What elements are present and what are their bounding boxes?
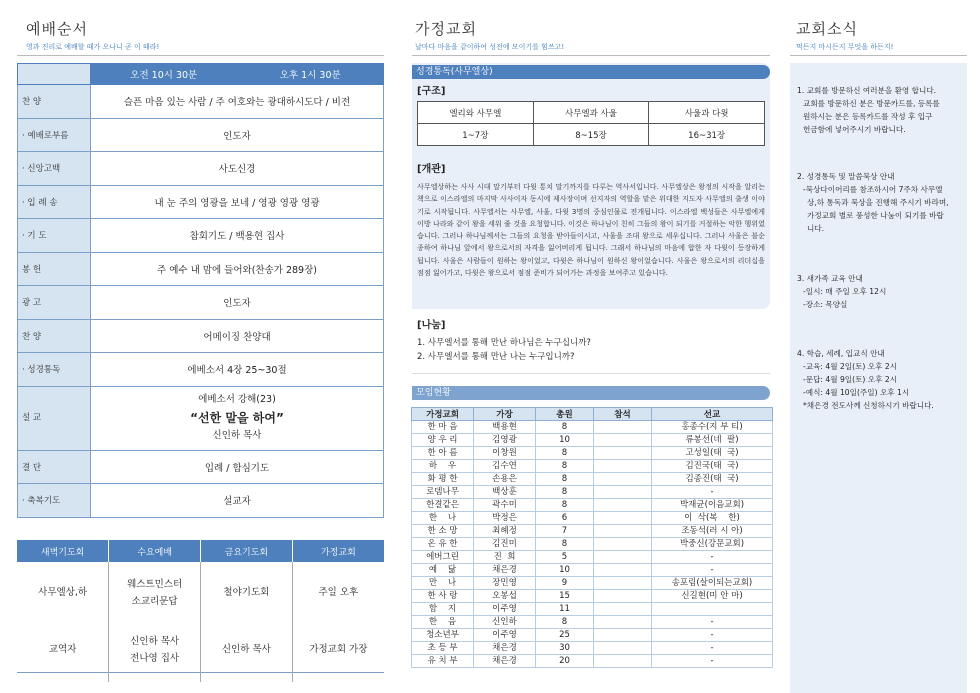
groups-row (412, 538, 773, 551)
groups-cell: 박재균(이음교회) (652, 499, 773, 512)
worship-row (18, 85, 384, 119)
groups-cell: 한 소 망 (412, 525, 474, 538)
sermon-title: “선한 말을 하여” (190, 410, 284, 425)
groups-cell: 30 (536, 642, 594, 655)
groups-cell: 5 (536, 551, 594, 564)
worship-row-label: · 축복기도 (18, 484, 91, 518)
structure-value: 1~7장 (418, 124, 534, 146)
groups-cell: 만 나 (412, 577, 474, 590)
groups-cell: 하 우 (412, 460, 474, 473)
schedule-cell: 주일 오후 (318, 587, 359, 599)
worship-row-label: 찬 양 (18, 85, 91, 119)
structure-heading: [구조] (417, 86, 446, 97)
groups-cell: 양 우 리 (412, 434, 474, 447)
schedule-header: 새벽기도회 (17, 540, 109, 562)
news-line: -묵상다이어리를 참조하시어 7주차 사무엘 (803, 185, 943, 194)
worship-row (18, 152, 384, 186)
church-news-subtitle: 먹든지 마시든지 무엇을 하든지! (796, 43, 894, 51)
groups-cell: 8 (536, 499, 594, 512)
groups-cell: 송포림(살이되는교회) (652, 577, 773, 590)
groups-row (412, 525, 773, 538)
worship-row (18, 118, 384, 152)
groups-row (412, 486, 773, 499)
groups-cell: 오봉섭 (474, 590, 536, 603)
news-line: 교회를 방문하신 분은 방문카드를, 등록를 (803, 99, 940, 108)
groups-cell: 한 아 름 (412, 447, 474, 460)
groups-cell: 장민영 (474, 577, 536, 590)
groups-cell: 한 나 (412, 512, 474, 525)
groups-cell (594, 616, 652, 629)
groups-cell: 8 (536, 538, 594, 551)
church-news-title: 교회소식 (796, 20, 858, 38)
worship-row-label: 찬 양 (18, 319, 91, 353)
groups-header: 가정교회 (412, 408, 474, 421)
groups-cell: 신길현(미 안 마) (652, 590, 773, 603)
groups-row (412, 473, 773, 486)
groups-cell: 곽수미 (474, 499, 536, 512)
afternoon-service-time: 오후 1시 30분 (237, 64, 384, 85)
worship-row-label: 봉 헌 (18, 252, 91, 286)
groups-cell: 8 (536, 421, 594, 434)
news-item-1 (797, 84, 963, 136)
worship-order-title: 예배순서 (26, 20, 88, 38)
sermon-label: 설 교 (18, 386, 91, 450)
groups-cell: 7 (536, 525, 594, 538)
sermon-cell (91, 386, 384, 450)
groups-cell: 초 등 부 (412, 642, 474, 655)
groups-cell: - (652, 564, 773, 577)
groups-cell: - (652, 629, 773, 642)
groups-cell: 8 (536, 616, 594, 629)
groups-cell: 유 치 부 (412, 655, 474, 668)
groups-cell: 한결같은 (412, 499, 474, 512)
worship-row-label: 광 고 (18, 286, 91, 320)
groups-cell: 백용현 (474, 421, 536, 434)
news-line: -예식: 4월 10일(주일) 오후 1시 (803, 388, 910, 397)
news-line: -문답: 4월 9일(토) 오후 2시 (803, 375, 898, 384)
groups-cell: 진 희 (474, 551, 536, 564)
groups-cell: 8 (536, 486, 594, 499)
groups-cell (594, 564, 652, 577)
worship-row-label: 결 단 (18, 450, 91, 484)
worship-row-value: 참회기도 / 백용현 집사 (91, 219, 384, 253)
groups-cell: 고성일(태 국) (652, 447, 773, 460)
groups-cell (594, 486, 652, 499)
groups-cell: 이주영 (474, 603, 536, 616)
overview-heading: [개관] (417, 164, 446, 175)
groups-cell: 한 음 (412, 616, 474, 629)
news-line: 1. 교회를 방문하신 여러분을 환영 합니다. (797, 86, 937, 95)
groups-cell: 6 (536, 512, 594, 525)
worship-row (18, 319, 384, 353)
worship-row (18, 450, 384, 484)
worship-row-label: · 성경통독 (18, 353, 91, 387)
groups-cell: 조동석(러 시 아) (652, 525, 773, 538)
worship-row (18, 252, 384, 286)
groups-cell: 화 평 한 (412, 473, 474, 486)
schedule-header-row (17, 540, 384, 562)
groups-cell: 이창원 (474, 447, 536, 460)
groups-cell: 김진미 (474, 538, 536, 551)
bible-reading-bar: 성경통독(사무엘상) (412, 65, 770, 79)
groups-cell: 함 지 (412, 603, 474, 616)
groups-cell: 로뎀나무 (412, 486, 474, 499)
groups-cell: 청소년부 (412, 629, 474, 642)
structure-header: 사무엘과 사울 (533, 102, 649, 124)
groups-cell (594, 421, 652, 434)
groups-cell: 11 (536, 603, 594, 616)
worship-row-value: 에베소서 4장 25~30절 (91, 353, 384, 387)
news-item-2 (797, 170, 963, 235)
news-line: 가정교회 별로 풍성한 나눔이 되기를 바랍 (807, 211, 944, 220)
groups-cell (594, 551, 652, 564)
sharing-heading: [나눔] (417, 320, 446, 331)
worship-row (18, 353, 384, 387)
groups-cell: 김진국(태 국) (652, 460, 773, 473)
news-line: 상,하 통독과 묵상을 진행해 주시기 바라며, (807, 198, 949, 207)
groups-cell (594, 512, 652, 525)
groups-cell: 김영광 (474, 434, 536, 447)
news-line: -일시: 매 주일 오후 12시 (803, 287, 887, 296)
groups-row (412, 642, 773, 655)
worship-row (18, 286, 384, 320)
worship-order-table (17, 63, 384, 518)
groups-row (412, 460, 773, 473)
groups-cell: 최혜정 (474, 525, 536, 538)
house-church-subtitle: 날마다 마음을 같이하여 성전에 모이기를 힘쓰고! (415, 43, 565, 51)
worship-row-label: · 입 례 송 (18, 185, 91, 219)
groups-cell (594, 590, 652, 603)
groups-row (412, 655, 773, 668)
left-divider (17, 55, 384, 56)
groups-row (412, 590, 773, 603)
middle-divider (412, 55, 770, 56)
groups-cell (594, 577, 652, 590)
right-divider (790, 55, 967, 56)
groups-cell: 채은경 (474, 642, 536, 655)
morning-service-time: 오전 10시 30분 (91, 64, 238, 85)
schedule-header: 금요기도회 (201, 540, 293, 562)
groups-header-row (412, 408, 773, 421)
worship-row-value: 사도신경 (91, 152, 384, 186)
news-item-3 (797, 272, 963, 311)
news-line: -장소: 목양실 (803, 300, 848, 309)
schedule-row (17, 618, 384, 682)
groups-row (412, 499, 773, 512)
schedule-header: 가정교회 (292, 540, 384, 562)
groups-cell: 에버그린 (412, 551, 474, 564)
news-line: 니다. (807, 224, 825, 233)
groups-cell: 8 (536, 447, 594, 460)
schedule-cell: 가정교회 가장 (309, 644, 368, 656)
groups-row (412, 512, 773, 525)
groups-cell: - (652, 551, 773, 564)
groups-row (412, 616, 773, 629)
groups-cell: 신인하 (474, 616, 536, 629)
sermon-preacher: 신인하 목사 (212, 430, 262, 442)
groups-row (412, 421, 773, 434)
worship-time-header (18, 64, 384, 85)
worship-row-value: 내 눈 주의 영광을 보네 / 영광 영광 영광 (91, 185, 384, 219)
groups-cell: 이 삭(복 한) (652, 512, 773, 525)
header-blank-cell (18, 64, 91, 85)
groups-row (412, 447, 773, 460)
house-church-title: 가정교회 (415, 20, 477, 38)
groups-cell: 한 사 랑 (412, 590, 474, 603)
groups-cell: 한 마 음 (412, 421, 474, 434)
groups-cell: 10 (536, 434, 594, 447)
groups-cell (652, 603, 773, 616)
groups-cell: - (652, 655, 773, 668)
worship-row-value: 입례 / 합심기도 (91, 450, 384, 484)
structure-header-row (418, 102, 765, 124)
worship-row (18, 484, 384, 518)
groups-cell: 채은경 (474, 564, 536, 577)
worship-row-label: · 신앙고백 (18, 152, 91, 186)
groups-cell: 15 (536, 590, 594, 603)
groups-header: 총원 (536, 408, 594, 421)
schedule-cell: 신인하 목사 전나영 집사 (109, 618, 201, 682)
groups-cell (594, 447, 652, 460)
groups-cell: 김수연 (474, 460, 536, 473)
news-item-4 (797, 347, 963, 412)
groups-cell: 온 유 한 (412, 538, 474, 551)
groups-cell (594, 473, 652, 486)
worship-row-value: 인도자 (91, 118, 384, 152)
structure-value: 16~31장 (649, 124, 765, 146)
groups-cell: - (652, 642, 773, 655)
sharing-divider (412, 373, 770, 374)
groups-body (412, 421, 773, 668)
groups-cell: 20 (536, 655, 594, 668)
schedule-header: 수요예배 (109, 540, 201, 562)
groups-cell (594, 499, 652, 512)
schedule-table (17, 540, 384, 682)
groups-cell: 10 (536, 564, 594, 577)
news-line: -교육: 4월 2일(토) 오후 2시 (803, 362, 898, 371)
worship-order-subtitle: 영과 진리로 예배할 때가 오나니 곧 이 때라! (26, 43, 160, 51)
groups-cell: - (652, 486, 773, 499)
worship-row (18, 219, 384, 253)
structure-header: 사울과 다윗 (649, 102, 765, 124)
groups-header: 가장 (474, 408, 536, 421)
groups-cell: 25 (536, 629, 594, 642)
schedule-cell: 철야기도회 (201, 562, 293, 618)
groups-cell (594, 642, 652, 655)
groups-cell: 예 닮 (412, 564, 474, 577)
worship-row-label: · 기 도 (18, 219, 91, 253)
groups-cell: 박중신(강문교회) (652, 538, 773, 551)
news-line: 헌금함에 넣어주시기 바랍니다. (803, 125, 906, 134)
groups-cell (594, 434, 652, 447)
schedule-cell: 신인하 목사 (201, 618, 293, 682)
groups-cell (594, 538, 652, 551)
groups-cell: 이주영 (474, 629, 536, 642)
groups-cell (594, 460, 652, 473)
worship-row-label: · 예배로부름 (18, 118, 91, 152)
groups-cell (594, 629, 652, 642)
groups-cell: 박정은 (474, 512, 536, 525)
worship-row-value: 슬픈 마음 있는 사람 / 주 여호와는 광대하시도다 / 비전 (91, 85, 384, 119)
groups-cell: 8 (536, 460, 594, 473)
groups-cell: 류봉선(네 팔) (652, 434, 773, 447)
groups-cell: - (652, 616, 773, 629)
worship-row (18, 185, 384, 219)
groups-cell (594, 655, 652, 668)
groups-cell (594, 525, 652, 538)
groups-cell: 손용은 (474, 473, 536, 486)
groups-cell: 8 (536, 473, 594, 486)
schedule-cell: 교역자 (17, 618, 109, 682)
worship-row-value: 어메이징 찬양대 (91, 319, 384, 353)
worship-row-value: 주 예수 내 맘에 들어와(찬송가 289장) (91, 252, 384, 286)
groups-cell: 홍종수(지 부 티) (652, 421, 773, 434)
groups-header: 선교 (652, 408, 773, 421)
groups-cell: 채은경 (474, 655, 536, 668)
schedule-cell: 웨스트민스터 소교리문답 (109, 562, 201, 618)
structure-header: 엘리와 사무엘 (418, 102, 534, 124)
news-line: 4. 학습, 세례, 입교식 안내 (797, 349, 885, 358)
worship-row-value: 인도자 (91, 286, 384, 320)
news-line: 3. 새가족 교육 안내 (797, 274, 863, 283)
overview-text: 사무엘상하는 사사 시대 말기부터 다윗 통치 말기까지를 다루는 역사서입니다. 사무엘상은 왕정의 시작을 알리는 책으로 이스라엘의 마지막 사사이자 동시에 제사장이며 선지자의 역할을 맡은 위대한 지도자 사무엘의 출생 이야기로 시작됩니다. 사무엘서는 사무엘, 사울, 다윗 3명의 중심인물로 전개됩니다. 이스라엘 백성들은 사무엘에게 이방 나라와 같이 왕을 세워 줄 것을 요청합니다. 이것은 하나님이 친히 그들의 왕이 되기를 거절하는 악한 행위였습니다. 그러나 하나님께서는 그들의 요청을 받아들이시고, 사울을 조대 왕으로 세우십니다. 그러나 사울은 불순종하여 하나님 앞에서 왕으로서의 자격을 잃어버리게 됩니다. 그래서 하나님의 마음에 합한 자 다윗이 등장하게 됩니다. 사울은 사람들이 원하는 왕이었고, 다윗은 하나님이 원하신 왕이었습니다. 사울은 왕으로서의 리더십을 점점 잃어가고, 다윗은 왕으로서 점점 준비가 되어가는 과정을 보여주고 있습니다. (417, 182, 765, 278)
news-line: 2. 성경통독 및 말씀묵상 안내 (797, 172, 895, 181)
structure-value-row (418, 124, 765, 146)
groups-row (412, 551, 773, 564)
sharing-question: 2. 사무엘서를 통해 만난 나는 누구입니까? (417, 352, 575, 362)
groups-bar: 모임현황 (412, 386, 770, 400)
groups-cell: 9 (536, 577, 594, 590)
sermon-series: 에베소서 강해(23) (198, 393, 276, 405)
sharing-questions (417, 336, 591, 364)
schedule-cell: 사무엘상,하 (17, 562, 109, 618)
sharing-question: 1. 사무엘서를 통해 만난 하나님은 누구십니까? (417, 338, 591, 348)
sermon-row (18, 386, 384, 450)
news-line: 원하시는 분은 등록카드를 작성 후 입구 (803, 112, 933, 121)
groups-cell (594, 603, 652, 616)
structure-value: 8~15장 (533, 124, 649, 146)
news-line: *채은경 전도사께 신청하시기 바랍니다. (803, 401, 934, 410)
groups-row (412, 577, 773, 590)
groups-header: 참석 (594, 408, 652, 421)
groups-cell: 백상훈 (474, 486, 536, 499)
groups-row (412, 434, 773, 447)
groups-row (412, 603, 773, 616)
structure-table (417, 101, 765, 146)
groups-table (411, 407, 773, 668)
worship-row-value: 설교자 (91, 484, 384, 518)
groups-row (412, 564, 773, 577)
groups-cell: 김종진(태 국) (652, 473, 773, 486)
groups-row (412, 629, 773, 642)
schedule-row (17, 562, 384, 618)
